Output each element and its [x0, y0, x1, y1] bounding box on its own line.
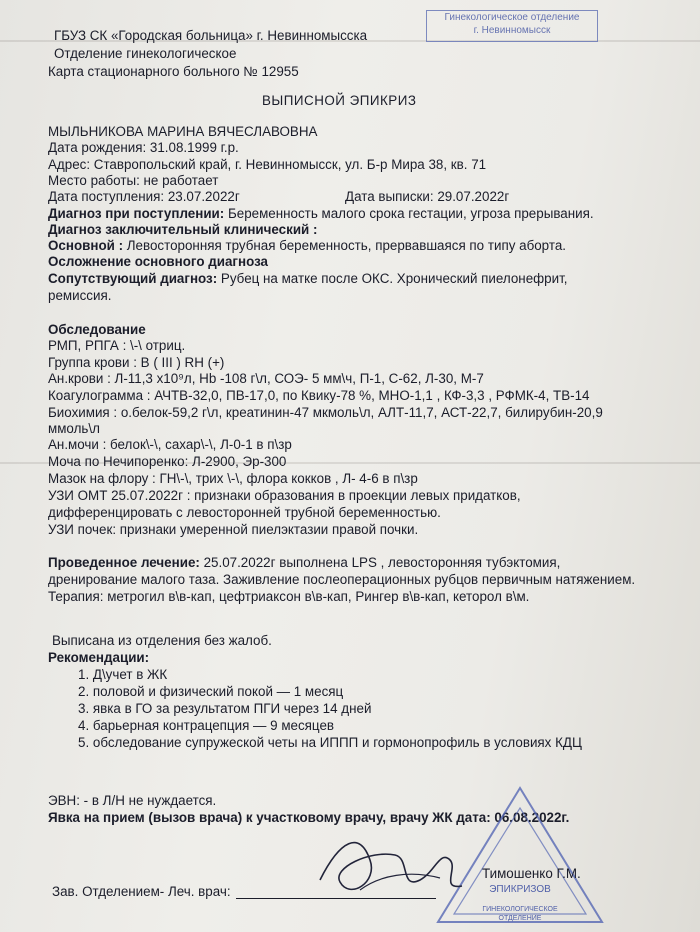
treatment-line: дренирование малого таза. Заживление послеоперационных рубцов первичным натяжением. [48, 572, 636, 587]
patient-work: Место работы: не работает [48, 173, 219, 188]
recommendation-item: 2. половой и физический покой — 1 месяц [78, 684, 344, 699]
recommendation-item: 5. обследование супружеской четы на ИППП и гормонопрофиль в условиях КДЦ [78, 735, 582, 750]
doctor-name: Тимошенко Г.М. [482, 866, 581, 881]
concomitant-text-cont: ремиссия. [48, 288, 112, 303]
evn-line: ЭВН: - в Л/Н не нуждается. [48, 793, 217, 808]
main-diagnosis [48, 238, 566, 254]
admission-date: Дата поступления: 23.07.2022г [48, 189, 240, 204]
recommendation-item: 1. Д\учет в ЖК [78, 667, 168, 682]
signature [300, 820, 470, 910]
exam-line: ммоль\л [48, 421, 100, 436]
appointment-line: Явка на прием (вызов врача) к участковому врачу, врачу ЖК дата: 06.08.2022г. [48, 810, 570, 825]
concomitant-text: Рубец на матке после ОКС. Хронический пиелонефрит, [217, 271, 568, 286]
exam-line: Моча по Нечипоренко: Л-2900, Эр-300 [48, 454, 287, 469]
treatment-label: Проведенное лечение: [48, 555, 200, 570]
exam-line: Ан.крови : Л-11,3 х10⁹л, Hb -108 г\л, СОЭ- 5 мм\ч, П-1, С-62, Л-30, М-7 [48, 371, 484, 386]
recommendations-label: Рекомендации: [48, 650, 150, 665]
treatment [48, 555, 560, 571]
final-diagnosis-label: Диагноз заключительный клинический : [48, 222, 318, 237]
exam-line: Группа крови : В ( III ) RH (+) [48, 355, 225, 370]
patient-name: МЫЛЬНИКОВА МАРИНА ВЯЧЕСЛАВОВНА [48, 124, 318, 139]
patient-address: Адрес: Ставропольский край, г. Невинномысск, ул. Б-р Мира 38, кв. 71 [48, 157, 487, 172]
recommendation-item: 3. явка в ГО за результатом ПГИ через 14 дней [78, 701, 372, 716]
exam-line: дифференцировать с левосторонней трубной беременностью. [48, 505, 441, 520]
hospital-name: ГБУЗ СК «Городская больница» г. Невинномысска [54, 28, 368, 43]
discharge-date: Дата выписки: 29.07.2022г [345, 189, 510, 204]
triangle-stamp-text: ЭПИКРИЗОВ [489, 884, 551, 895]
exam-line: Коагулограмма : АЧТВ-32,0, ПВ-17,0, по Квику-78 %, МНО-1,1 , КФ-3,3 , РФМК-4, ТВ-14 [48, 388, 590, 403]
stamp-line: Гинекологическое отделение [444, 12, 580, 23]
admission-diagnosis-text: Беременность малого срока гестации, угроза прерывания. [224, 206, 594, 221]
complication-label: Осложнение основного диагноза [48, 254, 269, 269]
department-name: Отделение гинекологическое [54, 46, 237, 61]
card-number: Карта стационарного больного № 12955 [48, 64, 299, 79]
exam-line: РМП, РПГА : \-\ отриц. [48, 338, 186, 353]
exam-label: Обследование [48, 322, 146, 337]
triangle-stamp-text: ГИНЕКОЛОГИЧЕСКОЕ [482, 906, 558, 913]
exam-line: Мазок на флору : ГН\-\, трих \-\, флора кокков , Л- 4-6 в п\зр [48, 471, 418, 486]
admission-diagnosis-label: Диагноз при поступлении: [48, 206, 225, 221]
main-diagnosis-text: Левосторонняя трубная беременность, прервавшаяся по типу аборта. [123, 238, 566, 253]
stamp-line: г. Невинномысск [473, 25, 551, 36]
exam-line: Биохимия : о.белок-59,2 г\л, креатинин-47 мкмоль\л, АЛТ-11,7, АСТ-22,7, билирубин-20,9 [48, 405, 603, 420]
signature-line [236, 898, 436, 899]
treatment-text: 25.07.2022г выполнена LPS , левосторонняя тубэктомия, [199, 555, 561, 570]
exam-line: УЗИ почек: признаки умеренной пиелэктазии правой почки. [48, 522, 419, 537]
department-stamp [426, 10, 598, 42]
concomitant-diagnosis [48, 271, 567, 287]
discharge-note: Выписана из отделения без жалоб. [52, 633, 272, 648]
page-title: ВЫПИСНОЙ ЭПИКРИЗ [262, 93, 417, 108]
patient-dob: Дата рождения: 31.08.1999 г.р. [48, 140, 239, 155]
admission-diagnosis [48, 206, 594, 222]
exam-line: Ан.мочи : белок\-\, сахар\-\, Л-0-1 в п\зр [48, 437, 292, 452]
treatment-line: Терапия: метрогил в\в-кап, цефтриаксон в\в-кап, Рингер в\в-кап, кеторол в\м. [48, 589, 530, 604]
exam-line: УЗИ ОМТ 25.07.2022г : признаки образования в проекции левых придатков, [48, 488, 521, 503]
head-signature-label: Зав. Отделением- Леч. врач: [52, 884, 231, 899]
recommendation-item: 4. барьерная контрацепция — 9 месяцев [78, 718, 335, 733]
concomitant-label: Сопутствующий диагноз: [48, 271, 218, 286]
triangle-stamp-text: ОТДЕЛЕНИЕ [498, 915, 542, 922]
main-diagnosis-label: Основной : [48, 238, 124, 253]
